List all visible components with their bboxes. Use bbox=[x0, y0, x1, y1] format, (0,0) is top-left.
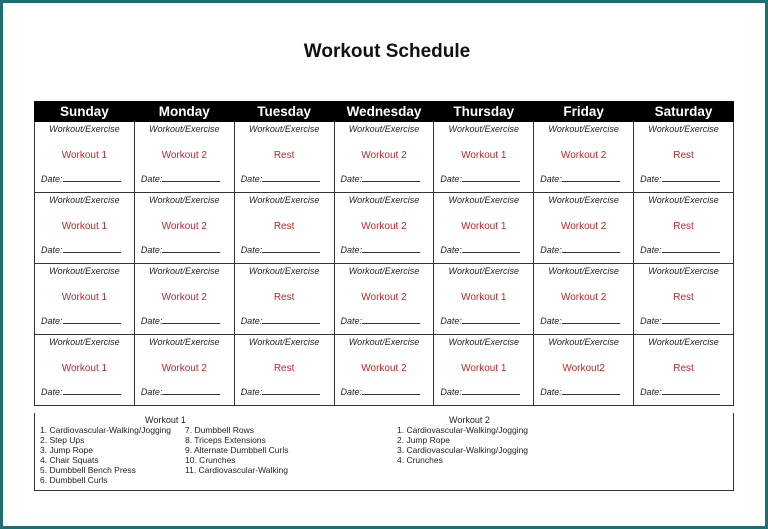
day-header: Friday bbox=[534, 102, 634, 122]
date-label: Date: bbox=[240, 174, 263, 184]
workout-entry: Rest bbox=[673, 221, 694, 232]
date-blank-line bbox=[63, 315, 121, 324]
day-header-row bbox=[35, 102, 734, 122]
day-header: Monday bbox=[134, 102, 234, 122]
date-label: Date: bbox=[41, 316, 63, 326]
schedule-cell bbox=[534, 335, 634, 406]
list-item: 6. Dumbbell Curls bbox=[40, 475, 108, 485]
day-header: Tuesday bbox=[234, 102, 334, 122]
cell-label: Workout/Exercise bbox=[149, 337, 220, 347]
schedule-cell bbox=[634, 264, 734, 335]
day-header: Sunday bbox=[35, 102, 135, 122]
list-item: 3. Jump Rope bbox=[40, 445, 93, 455]
date-field bbox=[241, 244, 321, 255]
schedule-cell bbox=[35, 193, 135, 264]
schedule-cell bbox=[134, 264, 234, 335]
date-field bbox=[41, 173, 121, 184]
workout-entry: Workout 1 bbox=[461, 292, 507, 303]
schedule-cell bbox=[434, 122, 534, 193]
date-label: Date: bbox=[440, 316, 462, 326]
workout-entry: Workout 1 bbox=[61, 221, 108, 232]
schedule-cell bbox=[334, 122, 434, 193]
date-field bbox=[440, 386, 520, 397]
date-field bbox=[41, 386, 121, 397]
schedule-cell bbox=[134, 122, 234, 193]
date-label: Date: bbox=[240, 245, 263, 255]
cell-label: Workout/Exercise bbox=[49, 195, 120, 205]
workout-entry: Workout 1 bbox=[61, 292, 108, 303]
workout-entry: Rest bbox=[673, 292, 694, 303]
date-field bbox=[640, 315, 720, 326]
date-label: Date: bbox=[440, 245, 462, 255]
day-header: Thursday bbox=[434, 102, 534, 122]
cell-label: Workout/Exercise bbox=[548, 266, 619, 276]
cell-label: Workout/Exercise bbox=[149, 266, 220, 276]
schedule-cell bbox=[234, 335, 334, 406]
date-label: Date: bbox=[640, 387, 662, 397]
cell-label: Workout/Exercise bbox=[149, 195, 220, 205]
date-field bbox=[141, 386, 221, 397]
workout-entry: Workout 2 bbox=[161, 150, 207, 161]
cell-label: Workout/Exercise bbox=[448, 124, 520, 134]
schedule-cell bbox=[634, 335, 734, 406]
cell-label: Workout/Exercise bbox=[49, 124, 120, 134]
workout2-list bbox=[397, 425, 528, 465]
date-field bbox=[141, 173, 221, 184]
cell-label: Workout/Exercise bbox=[149, 124, 220, 134]
date-field bbox=[440, 173, 520, 184]
date-field bbox=[141, 244, 221, 255]
date-label: Date: bbox=[540, 387, 562, 397]
cell-label: Workout/Exercise bbox=[548, 124, 619, 134]
workout-entry: Workout 2 bbox=[161, 292, 207, 303]
cell-label: Workout/Exercise bbox=[248, 337, 320, 347]
schedule-cell bbox=[234, 193, 334, 264]
cell-label: Workout/Exercise bbox=[348, 195, 420, 205]
schedule-cell bbox=[134, 335, 234, 406]
date-field bbox=[640, 244, 720, 255]
date-label: Date: bbox=[340, 387, 363, 397]
date-blank-line bbox=[63, 173, 121, 182]
day-header: Wednesday bbox=[334, 102, 434, 122]
date-label: Date: bbox=[640, 245, 662, 255]
date-label: Date: bbox=[540, 174, 562, 184]
date-blank-line bbox=[362, 386, 420, 395]
cell-label: Workout/Exercise bbox=[248, 195, 320, 205]
schedule-cell bbox=[434, 335, 534, 406]
workout-entry: Workout 2 bbox=[161, 363, 207, 374]
date-blank-line bbox=[562, 386, 620, 395]
date-field bbox=[241, 315, 321, 326]
date-label: Date: bbox=[540, 316, 562, 326]
schedule-cell bbox=[634, 193, 734, 264]
date-blank-line bbox=[462, 315, 520, 324]
cell-label: Workout/Exercise bbox=[448, 337, 520, 347]
schedule-cell bbox=[35, 264, 135, 335]
date-blank-line bbox=[362, 244, 420, 253]
workout-entry: Workout 2 bbox=[560, 292, 607, 303]
date-label: Date: bbox=[340, 316, 363, 326]
date-field bbox=[341, 315, 421, 326]
date-field bbox=[540, 386, 620, 397]
workout-entry: Workout2 bbox=[562, 363, 605, 374]
date-blank-line bbox=[662, 315, 720, 324]
date-blank-line bbox=[262, 244, 320, 253]
list-item: 5. Dumbbell Bench Press bbox=[40, 465, 136, 475]
schedule-cell bbox=[234, 122, 334, 193]
list-item: 2. Jump Rope bbox=[397, 435, 450, 445]
workout-entry: Workout 2 bbox=[361, 292, 407, 303]
cell-label: Workout/Exercise bbox=[648, 124, 719, 134]
date-blank-line bbox=[662, 173, 720, 182]
schedule-cell bbox=[634, 122, 734, 193]
list-item: 1. Cardiovascular-Walking/Jogging bbox=[397, 425, 529, 435]
date-blank-line bbox=[662, 244, 720, 253]
table-row bbox=[35, 122, 734, 193]
date-label: Date: bbox=[640, 174, 662, 184]
date-label: Date: bbox=[41, 174, 63, 184]
date-field bbox=[341, 386, 421, 397]
workout-entry: Rest bbox=[273, 221, 295, 232]
date-blank-line bbox=[662, 386, 720, 395]
cell-label: Workout/Exercise bbox=[49, 266, 120, 276]
workout-entry: Rest bbox=[273, 150, 295, 161]
list-item: 11. Cardiovascular-Walking bbox=[185, 465, 288, 475]
date-field bbox=[141, 315, 221, 326]
date-label: Date: bbox=[540, 245, 562, 255]
date-field bbox=[41, 315, 121, 326]
date-field bbox=[341, 173, 421, 184]
workout-entry: Workout 2 bbox=[560, 221, 607, 232]
date-label: Date: bbox=[140, 316, 163, 326]
date-blank-line bbox=[562, 173, 620, 182]
date-blank-line bbox=[462, 386, 520, 395]
date-label: Date: bbox=[440, 174, 462, 184]
date-blank-line bbox=[262, 315, 320, 324]
workout-entry: Rest bbox=[273, 363, 295, 374]
date-blank-line bbox=[63, 386, 121, 395]
date-label: Date: bbox=[140, 245, 163, 255]
date-label: Date: bbox=[240, 316, 263, 326]
date-field bbox=[540, 244, 620, 255]
table-row bbox=[35, 335, 734, 406]
schedule-cell bbox=[534, 193, 634, 264]
schedule-cell bbox=[434, 193, 534, 264]
workout1-list-b bbox=[185, 425, 288, 475]
workout-notes bbox=[34, 413, 734, 491]
workout1-heading: Workout 1 bbox=[145, 415, 186, 425]
list-item: 10. Crunches bbox=[185, 455, 236, 465]
date-field bbox=[640, 173, 720, 184]
date-blank-line bbox=[162, 315, 220, 324]
schedule-cell bbox=[534, 122, 634, 193]
date-label: Date: bbox=[140, 174, 163, 184]
cell-label: Workout/Exercise bbox=[248, 124, 320, 134]
list-item: 7. Dumbbell Rows bbox=[185, 425, 254, 435]
date-blank-line bbox=[63, 244, 121, 253]
workout-entry: Workout 1 bbox=[61, 363, 108, 374]
date-blank-line bbox=[362, 315, 420, 324]
schedule-table bbox=[34, 101, 734, 406]
schedule-cell bbox=[334, 193, 434, 264]
cell-label: Workout/Exercise bbox=[49, 337, 120, 347]
date-blank-line bbox=[562, 244, 620, 253]
workout-entry: Workout 1 bbox=[461, 221, 507, 232]
date-field bbox=[341, 244, 421, 255]
list-item: 2. Step Ups bbox=[40, 435, 85, 445]
list-item: 1. Cardiovascular-Walking/Jogging bbox=[40, 425, 172, 435]
date-blank-line bbox=[262, 386, 320, 395]
date-field bbox=[440, 244, 520, 255]
date-label: Date: bbox=[41, 245, 63, 255]
workout-entry: Workout 2 bbox=[361, 363, 407, 374]
list-item: 4. Chair Squats bbox=[40, 455, 99, 465]
schedule-cell bbox=[35, 335, 135, 406]
workout-entry: Workout 2 bbox=[560, 150, 607, 161]
workout-entry: Workout 1 bbox=[461, 363, 507, 374]
workout-entry: Rest bbox=[673, 150, 694, 161]
workout1-list-a bbox=[40, 425, 171, 485]
schedule-body bbox=[35, 122, 734, 406]
date-label: Date: bbox=[340, 245, 363, 255]
cell-label: Workout/Exercise bbox=[448, 195, 520, 205]
cell-label: Workout/Exercise bbox=[248, 266, 320, 276]
cell-label: Workout/Exercise bbox=[648, 337, 719, 347]
date-field bbox=[241, 173, 321, 184]
table-row bbox=[35, 193, 734, 264]
date-field bbox=[241, 386, 321, 397]
workout-entry: Workout 1 bbox=[61, 150, 108, 161]
cell-label: Workout/Exercise bbox=[348, 266, 420, 276]
workout-entry: Workout 2 bbox=[361, 150, 407, 161]
table-row bbox=[35, 264, 734, 335]
workout-entry: Rest bbox=[273, 292, 295, 303]
schedule-cell bbox=[334, 335, 434, 406]
list-item: 3. Cardiovascular-Walking/Jogging bbox=[397, 445, 529, 455]
workout2-heading: Workout 2 bbox=[449, 415, 490, 425]
date-blank-line bbox=[162, 386, 220, 395]
date-blank-line bbox=[462, 244, 520, 253]
date-label: Date: bbox=[240, 387, 263, 397]
date-field bbox=[540, 173, 620, 184]
cell-label: Workout/Exercise bbox=[348, 337, 420, 347]
cell-label: Workout/Exercise bbox=[348, 124, 420, 134]
date-label: Date: bbox=[41, 387, 63, 397]
workout-entry: Workout 2 bbox=[161, 221, 207, 232]
list-item: 4. Crunches bbox=[397, 455, 443, 465]
cell-label: Workout/Exercise bbox=[648, 266, 719, 276]
date-blank-line bbox=[162, 244, 220, 253]
list-item: 8. Triceps Extensions bbox=[185, 435, 266, 445]
page-title: Workout Schedule bbox=[303, 41, 471, 62]
date-field bbox=[440, 315, 520, 326]
schedule-cell bbox=[334, 264, 434, 335]
workout-entry: Workout 1 bbox=[461, 150, 507, 161]
date-label: Date: bbox=[340, 174, 363, 184]
date-label: Date: bbox=[440, 387, 462, 397]
date-blank-line bbox=[162, 173, 220, 182]
date-label: Date: bbox=[140, 387, 163, 397]
date-field bbox=[640, 386, 720, 397]
schedule-cell bbox=[534, 264, 634, 335]
schedule-cell bbox=[35, 122, 135, 193]
schedule-cell bbox=[234, 264, 334, 335]
day-header: Saturday bbox=[634, 102, 734, 122]
workout-entry: Workout 2 bbox=[361, 221, 407, 232]
schedule-cell bbox=[134, 193, 234, 264]
date-field bbox=[41, 244, 121, 255]
cell-label: Workout/Exercise bbox=[548, 337, 619, 347]
date-blank-line bbox=[562, 315, 620, 324]
cell-label: Workout/Exercise bbox=[448, 266, 520, 276]
workout-entry: Rest bbox=[673, 363, 694, 374]
date-blank-line bbox=[362, 173, 420, 182]
date-blank-line bbox=[262, 173, 320, 182]
date-blank-line bbox=[462, 173, 520, 182]
cell-label: Workout/Exercise bbox=[648, 195, 719, 205]
cell-label: Workout/Exercise bbox=[548, 195, 619, 205]
schedule-cell bbox=[434, 264, 534, 335]
date-label: Date: bbox=[640, 316, 662, 326]
date-field bbox=[540, 315, 620, 326]
list-item: 9. Alternate Dumbbell Curls bbox=[185, 445, 289, 455]
